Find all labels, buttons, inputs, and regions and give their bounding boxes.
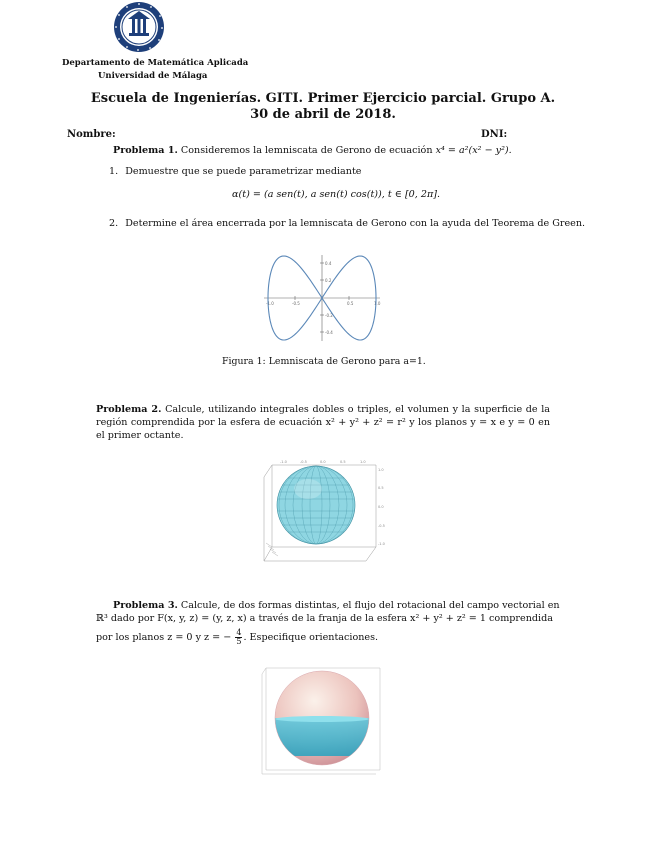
top-tick-label: 1.0 (360, 460, 366, 464)
problem2-statement (96, 403, 550, 442)
top-tick-label: 0.0 (320, 460, 326, 464)
x-tick-label: 0.5 (347, 301, 354, 306)
sphere-highlight (294, 479, 322, 499)
problem2-line2: comprendida por la esfera de ecuación x² + y² + z² = r² y los planos y = x e y = 0 en el primer (96, 417, 550, 441)
problem1-item1 (109, 165, 361, 178)
item2-text: Determine el área encerrada por la lemniscata de Gerono con la ayuda del Teorema de Green. (125, 218, 586, 229)
problem2-line3: octante. (144, 430, 184, 441)
right-tick-label: 0.5 (378, 486, 384, 490)
parametrization-formula: α(t) = (a sen(t), a sen(t) cos(t)), t ∈ [0, 2π]. (232, 189, 441, 200)
y-tick-label: -0.2 (325, 313, 333, 318)
item2-number: 2. (109, 218, 119, 229)
problem2-label: Problema 2. (96, 404, 162, 415)
item1-text: Demuestre que se puede parametrizar mediante (125, 166, 362, 177)
sphere (277, 466, 355, 544)
problem2-line1: Calcule, utilizando integrales dobles o triples, el volumen y la superficie de la región (96, 404, 550, 428)
department-name: Departamento de Matemática Aplicada (62, 58, 249, 68)
sphere-band (268, 718, 378, 756)
lemniscate-figure (258, 250, 386, 346)
band-top-edge (275, 716, 369, 722)
x-tick-label: 1.0 (374, 301, 381, 306)
problem1-statement (113, 144, 512, 157)
sphere-band-figure (258, 662, 388, 778)
sphere-region-figure (258, 457, 386, 565)
y-tick-label: 0.2 (325, 278, 332, 283)
x-tick-label: -1.0 (266, 301, 274, 306)
problem1-label: Problema 1. (113, 145, 178, 156)
figure1-caption: Figura 1: Lemniscata de Gerono para a=1. (222, 356, 426, 367)
x-tick-label: -0.5 (292, 301, 300, 306)
problem1-intro: Consideremos la lemniscata de Gerono de ecuación (180, 145, 433, 156)
dni-label: DNI: (481, 129, 508, 140)
problem3-line1 (113, 599, 560, 612)
problem3-line3-pre: por los planos z = 0 y z = − (96, 632, 232, 643)
problem3-line1-text: Calcule, de dos formas distintas, el flujo del rotacional del campo vectorial en (180, 600, 560, 611)
right-tick-label: 1.0 (378, 468, 384, 472)
problem1-item2 (109, 217, 585, 230)
fraction (235, 629, 242, 646)
right-tick-label: -1.0 (378, 542, 385, 546)
y-tick-label: -0.4 (325, 330, 333, 335)
top-tick-label: -1.0 (280, 460, 287, 464)
right-tick-label: 0.0 (378, 505, 384, 509)
fraction-numerator: 4 (236, 628, 242, 637)
fraction-denominator: 5 (236, 637, 242, 646)
exam-title: Escuela de Ingenierías. GITI. Primer Ejercicio parcial. Grupo A. 30 de abril de 2018. (90, 91, 556, 122)
problem3-label: Problema 3. (113, 600, 178, 611)
top-tick-label: 0.5 (340, 460, 346, 464)
item1-number: 1. (109, 166, 119, 177)
top-tick-label: -0.5 (300, 460, 307, 464)
university-name: Universidad de Málaga (98, 71, 208, 81)
y-tick-label: 0.4 (325, 261, 332, 266)
problem3-line2: ℝ³ dado por F(x, y, z) = (y, z, x) a través de la franja de la esfera x² + y² + z² = 1 comprendida (96, 613, 553, 624)
problem3-line3 (96, 629, 378, 646)
right-tick-label: -0.5 (378, 524, 385, 528)
problem3-line3-post: . Especifique orientaciones. (243, 632, 379, 643)
problem1-equation: x⁴ = a²(x² − y²). (435, 145, 512, 156)
university-seal-logo (113, 1, 165, 53)
name-label: Nombre: (67, 129, 116, 140)
